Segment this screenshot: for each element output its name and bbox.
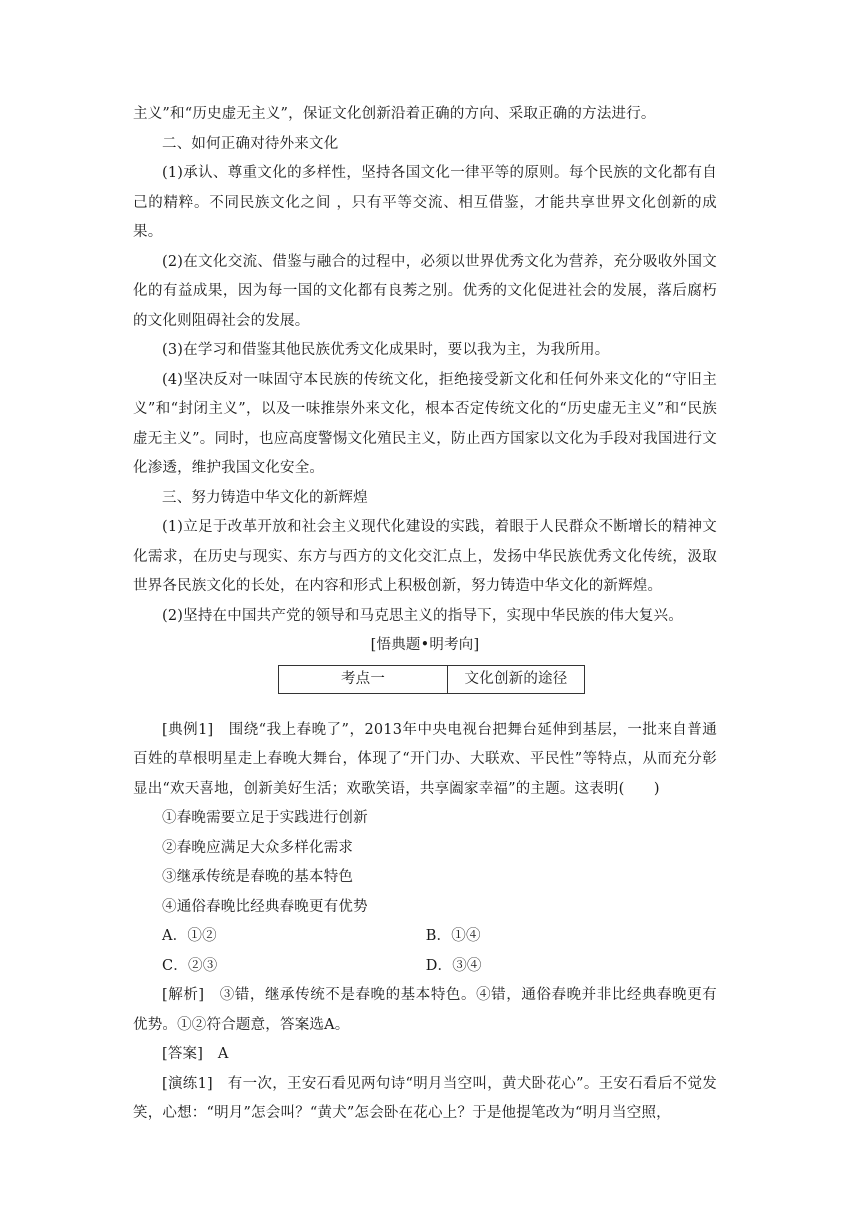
document-body [133, 100, 717, 1129]
paragraph-point-1: (1)承认、尊重文化的多样性，坚持各国文化一律平等的原则。每个民族的文化都有自己的精粹。不同民族文化之间 ，只有平等交流、相互借鉴，才能共享世界文化创新的成果。 [133, 165, 717, 240]
statement-item: ④通俗春晚比经典春晚更有优势 [162, 898, 368, 915]
paragraph-point-3: (3)在学习和借鉴其他民族优秀文化成果时，要以我为主，为我所用。 [162, 342, 610, 358]
heading-foreign-culture: 二、如何正确对待外来文化 [162, 135, 339, 152]
option-d: D．③④ [425, 957, 482, 974]
statement-item: ②春晚应满足大众多样化需求 [162, 839, 354, 856]
paragraph-brilliance-2: (2)坚持在中国共产党的领导和马克思主义的指导下，实现中华民族的伟大复兴。 [162, 607, 683, 624]
paragraph-continuation: 主义”和“历史虚无主义”，保证文化创新沿着正确的方向、采取正确的方法进行。 [133, 106, 656, 122]
kaodian-table [278, 665, 585, 694]
analysis-paragraph: [解析] ③错，继承传统不是春晚的基本特色。④错，通俗春晚并非比经典春晚更有优势。①②符合题意，答案选A。 [133, 987, 717, 1033]
paragraph-point-2: (2)在文化交流、借鉴与融合的过程中，必须以世界优秀文化为营养，充分吸收外国文化的有益成果，因为每一国的文化都有良莠之别。优秀的文化促进社会的发展，落后腐朽的文化则阻碍社会的发展。 [133, 253, 717, 329]
options-row-1 [133, 922, 717, 952]
section-title: [悟典题•明考向] [370, 637, 480, 653]
practice-paragraph: [演练1] 有一次，王安石看见两句诗“明月当空叫，黄犬卧花心”。王安石看后不觉发笑，心想：“明月”怎会叫？“黄犬”怎会卧在花心上？于是他提笔改为“明月当空照， [133, 1075, 717, 1121]
heading-chinese-culture: 三、努力铸造中华文化的新辉煌 [162, 489, 368, 506]
statement-item: ③继承传统是春晚的基本特色 [162, 869, 354, 885]
answer-line: [答案] A [162, 1046, 229, 1062]
statement-item: ①春晚需要立足于实践进行创新 [162, 810, 368, 826]
option-b: B．①④ [425, 928, 481, 944]
example-stem: [典例1] 围绕“我上春晚了”，2013年中央电视台把舞台延伸到基层，一批来自普通百姓的草根明星走上春晚大舞台，体现了“开门办、大联欢、平民性”等特点，从而充分彰显出“欢天喜地，创新美好生活；欢歌笑语，共享阖家幸福”的主题。这表明( ) [133, 721, 717, 797]
paragraph-brilliance-1: (1)立足于改革开放和社会主义现代化建设的实践，着眼于人民群众不断增长的精神文化需求，在历史与现实、东方与西方的文化交汇点上，发扬中华民族优秀文化传统，汲取世界各民族文化的长处，在内容和形式上积极创新，努力铸造中华文化的新辉煌。 [133, 519, 717, 594]
options-row-2 [133, 952, 717, 982]
option-a: A．①② [162, 928, 217, 944]
kaodian-topic: 文化创新的途径 [448, 665, 585, 693]
option-c: C．②③ [162, 957, 218, 974]
paragraph-point-4: (4)坚决反对一味固守本民族的传统文化，拒绝接受新文化和任何外来文化的“守旧主义”和“封闭主义”，以及一味推崇外来文化，根本否定传统文化的“历史虚无主义”和“民族虚无主义”。同时，也应高度警惕文化殖民主义，防止西方国家以文化为手段对我国进行文化渗透，维护我国文化安全。 [133, 371, 717, 476]
kaodian-label: 考点一 [279, 665, 448, 693]
